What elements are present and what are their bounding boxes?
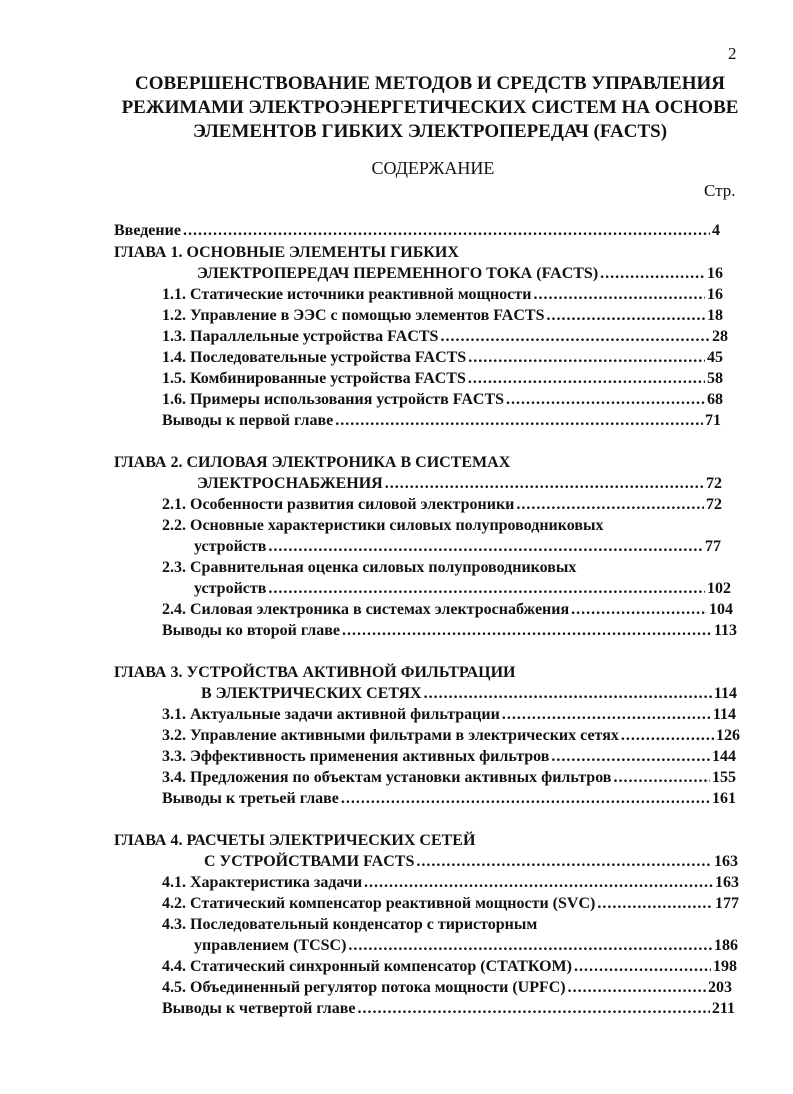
title-line: РЕЖИМАМИ ЭЛЕКТРОЭНЕРГЕТИЧЕСКИХ СИСТЕМ НА ОСНОВЕ <box>121 97 739 118</box>
leader-dots <box>551 746 710 768</box>
toc-entry[interactable] <box>194 536 721 558</box>
leader-dots <box>546 305 705 327</box>
chapter-title-cont[interactable] <box>201 683 737 705</box>
toc-entry-text: 4.1. Характеристика задачи <box>162 874 363 891</box>
toc-entry[interactable] <box>162 956 737 978</box>
toc-entry-text: устройств <box>194 580 267 597</box>
toc-entry[interactable] <box>162 788 736 810</box>
toc-entry[interactable] <box>194 578 731 600</box>
leader-dots <box>533 284 705 306</box>
toc-entry-page: 163 <box>714 853 738 870</box>
toc-entry-page: 68 <box>707 391 723 408</box>
toc-entry-page: 114 <box>713 685 737 702</box>
toc-entry[interactable] <box>162 998 735 1020</box>
chapter-title-cont[interactable] <box>204 851 738 873</box>
toc-entry[interactable] <box>162 767 736 789</box>
toc-entry[interactable] <box>162 305 723 327</box>
toc-entry-page: 72 <box>706 475 722 492</box>
toc-entry-text: 3.1. Актуальные задачи активной фильтрации <box>162 706 500 723</box>
toc-entry[interactable] <box>162 599 733 621</box>
leader-dots <box>568 977 706 999</box>
leader-dots <box>613 767 710 789</box>
leader-dots <box>597 893 713 915</box>
leader-dots <box>416 851 712 873</box>
page-column-label: Стр. <box>704 181 736 200</box>
toc-entry-page: 45 <box>707 349 723 366</box>
toc-entry-text[interactable]: 2.3. Сравнительная оценка силовых полупроводниковых <box>162 559 577 576</box>
leader-dots <box>268 578 705 600</box>
toc-entry[interactable] <box>162 872 739 894</box>
toc-entry-page: 4 <box>712 222 720 239</box>
toc-entry[interactable] <box>162 389 723 411</box>
toc-entry-intro[interactable] <box>114 220 720 242</box>
toc-entry-page: 203 <box>708 979 732 996</box>
toc-entry-page: 77 <box>705 538 721 555</box>
toc-entry-page: 16 <box>707 265 723 282</box>
toc-entry-text: 1.5. Комбинированные устройства FACTS <box>162 370 466 387</box>
toc-entry-page: 28 <box>712 328 728 345</box>
toc-heading: СОДЕРЖАНИЕ <box>371 158 495 178</box>
leader-dots <box>358 998 710 1020</box>
chapter-title[interactable]: ГЛАВА 1. ОСНОВНЫЕ ЭЛЕМЕНТЫ ГИБКИХ <box>114 244 459 261</box>
toc-entry-page: 198 <box>713 958 737 975</box>
toc-entry-text: 1.4. Последовательные устройства FACTS <box>162 349 467 366</box>
toc-entry-text: 1.1. Статические источники реактивной мощности <box>162 286 532 303</box>
toc-entry-page: 58 <box>707 370 723 387</box>
toc-entry-page: 113 <box>713 622 737 639</box>
leader-dots <box>183 220 710 242</box>
toc-entry-text: 1.6. Примеры использования устройств FACTS <box>162 391 505 408</box>
leader-dots <box>468 347 705 369</box>
toc-entry-text: 4.4. Статический синхронный компенсатор (СТАТКОМ) <box>162 958 572 975</box>
toc-entry-text: ЭЛЕКТРОСНАБЖЕНИЯ <box>197 475 383 492</box>
toc-entry[interactable] <box>162 704 736 726</box>
toc-entry[interactable] <box>162 893 739 915</box>
toc-entry-text: 4.2. Статический компенсатор реактивной мощности (SVC) <box>162 895 596 912</box>
leader-dots <box>574 956 711 978</box>
leader-dots <box>335 410 703 432</box>
chapter-title[interactable]: ГЛАВА 3. УСТРОЙСТВА АКТИВНОЙ ФИЛЬТРАЦИИ <box>114 664 516 681</box>
leader-dots <box>348 935 712 957</box>
toc-entry-text: 3.4. Предложения по объектам установки активных фильтров <box>162 769 612 786</box>
toc-entry-text: С УСТРОЙСТВАМИ FACTS <box>204 853 415 870</box>
leader-dots <box>506 389 705 411</box>
leader-dots <box>468 368 705 390</box>
title-line: СОВЕРШЕНСТВОВАНИЕ МЕТОДОВ И СРЕДСТВ УПРАВЛЕНИЯ <box>134 73 726 94</box>
toc-entry-page: 126 <box>716 727 740 744</box>
toc-entry-text: 1.2. Управление в ЭЭС с помощью элементов FACTS <box>162 307 545 324</box>
toc-entry-page: 177 <box>715 895 739 912</box>
toc-entry-text: 3.3. Эффективность применения активных фильтров <box>162 748 550 765</box>
toc-entry-text: Выводы к третьей главе <box>162 790 339 807</box>
chapter-title[interactable]: ГЛАВА 4. РАСЧЕТЫ ЭЛЕКТРИЧЕСКИХ СЕТЕЙ <box>114 832 476 849</box>
toc-entry-page: 144 <box>712 748 736 765</box>
leader-dots <box>364 872 713 894</box>
toc-entry-page: 211 <box>711 1000 735 1017</box>
toc-entry[interactable] <box>194 935 738 957</box>
toc-entry[interactable] <box>162 725 740 747</box>
toc-entry[interactable] <box>162 347 723 369</box>
leader-dots <box>621 725 714 747</box>
leader-dots <box>440 326 710 348</box>
chapter-title[interactable]: ГЛАВА 2. СИЛОВАЯ ЭЛЕКТРОНИКА В СИСТЕМАХ <box>114 454 511 471</box>
toc-entry-text[interactable]: 4.3. Последовательный конденсатор с тиристорным <box>162 916 538 933</box>
chapter-title-cont[interactable] <box>197 473 722 495</box>
title-line: ЭЛЕМЕНТОВ ГИБКИХ ЭЛЕКТРОПЕРЕДАЧ (FACTS) <box>192 121 668 142</box>
toc-entry-page: 104 <box>709 601 733 618</box>
toc-entry[interactable] <box>162 746 736 768</box>
toc-entry-text: Выводы к четвертой главе <box>162 1000 356 1017</box>
toc-entry[interactable] <box>162 494 722 516</box>
leader-dots <box>341 788 710 810</box>
toc-entry-page: 71 <box>705 412 721 429</box>
toc-entry-text: управлением (TCSC) <box>194 937 347 954</box>
toc-entry-page: 114 <box>712 706 736 723</box>
leader-dots <box>600 263 705 285</box>
toc-entry[interactable] <box>162 284 723 306</box>
leader-dots <box>268 536 703 558</box>
toc-entry-text: 2.4. Силовая электроника в системах электроснабжения <box>162 601 570 618</box>
toc-entry-text: Выводы к первой главе <box>162 412 334 429</box>
toc-entry-text: 1.3. Параллельные устройства FACTS <box>162 328 439 345</box>
toc-entry[interactable] <box>162 620 737 642</box>
toc-entry-text: 2.1. Особенности развития силовой электроники <box>162 496 515 513</box>
toc-entry-text: В ЭЛЕКТРИЧЕСКИХ СЕТЯХ <box>201 685 422 702</box>
toc-entry-page: 186 <box>714 937 738 954</box>
toc-entry-page: 72 <box>706 496 722 513</box>
toc-entry[interactable] <box>162 326 728 348</box>
page-number: 2 <box>728 44 737 63</box>
chapter-title-cont[interactable] <box>197 263 723 285</box>
leader-dots <box>571 599 707 621</box>
leader-dots <box>424 683 712 705</box>
toc-entry-text[interactable]: 2.2. Основные характеристики силовых полупроводниковых <box>162 517 604 534</box>
toc-entry-page: 102 <box>707 580 731 597</box>
leader-dots <box>516 494 704 516</box>
toc-entry[interactable] <box>162 368 723 390</box>
leader-dots <box>502 704 711 726</box>
toc-entry-page: 155 <box>712 769 736 786</box>
toc-entry-text: Введение <box>114 222 181 239</box>
toc-entry-page: 18 <box>707 307 723 324</box>
toc-entry-page: 161 <box>712 790 736 807</box>
toc-entry-text: устройств <box>194 538 267 555</box>
toc-entry-text: ЭЛЕКТРОПЕРЕДАЧ ПЕРЕМЕННОГО ТОКА (FACTS) <box>197 265 599 282</box>
leader-dots <box>385 473 704 495</box>
toc-entry-page: 16 <box>707 286 723 303</box>
toc-entry[interactable] <box>162 977 732 999</box>
leader-dots <box>342 620 712 642</box>
toc-entry-page: 163 <box>715 874 739 891</box>
toc-entry-text: Выводы ко второй главе <box>162 622 341 639</box>
toc-entry-text: 4.5. Объединенный регулятор потока мощности (UPFC) <box>162 979 566 996</box>
toc-entry-text: 3.2. Управление активными фильтрами в электрических сетях <box>162 727 619 744</box>
toc-entry[interactable] <box>162 410 721 432</box>
